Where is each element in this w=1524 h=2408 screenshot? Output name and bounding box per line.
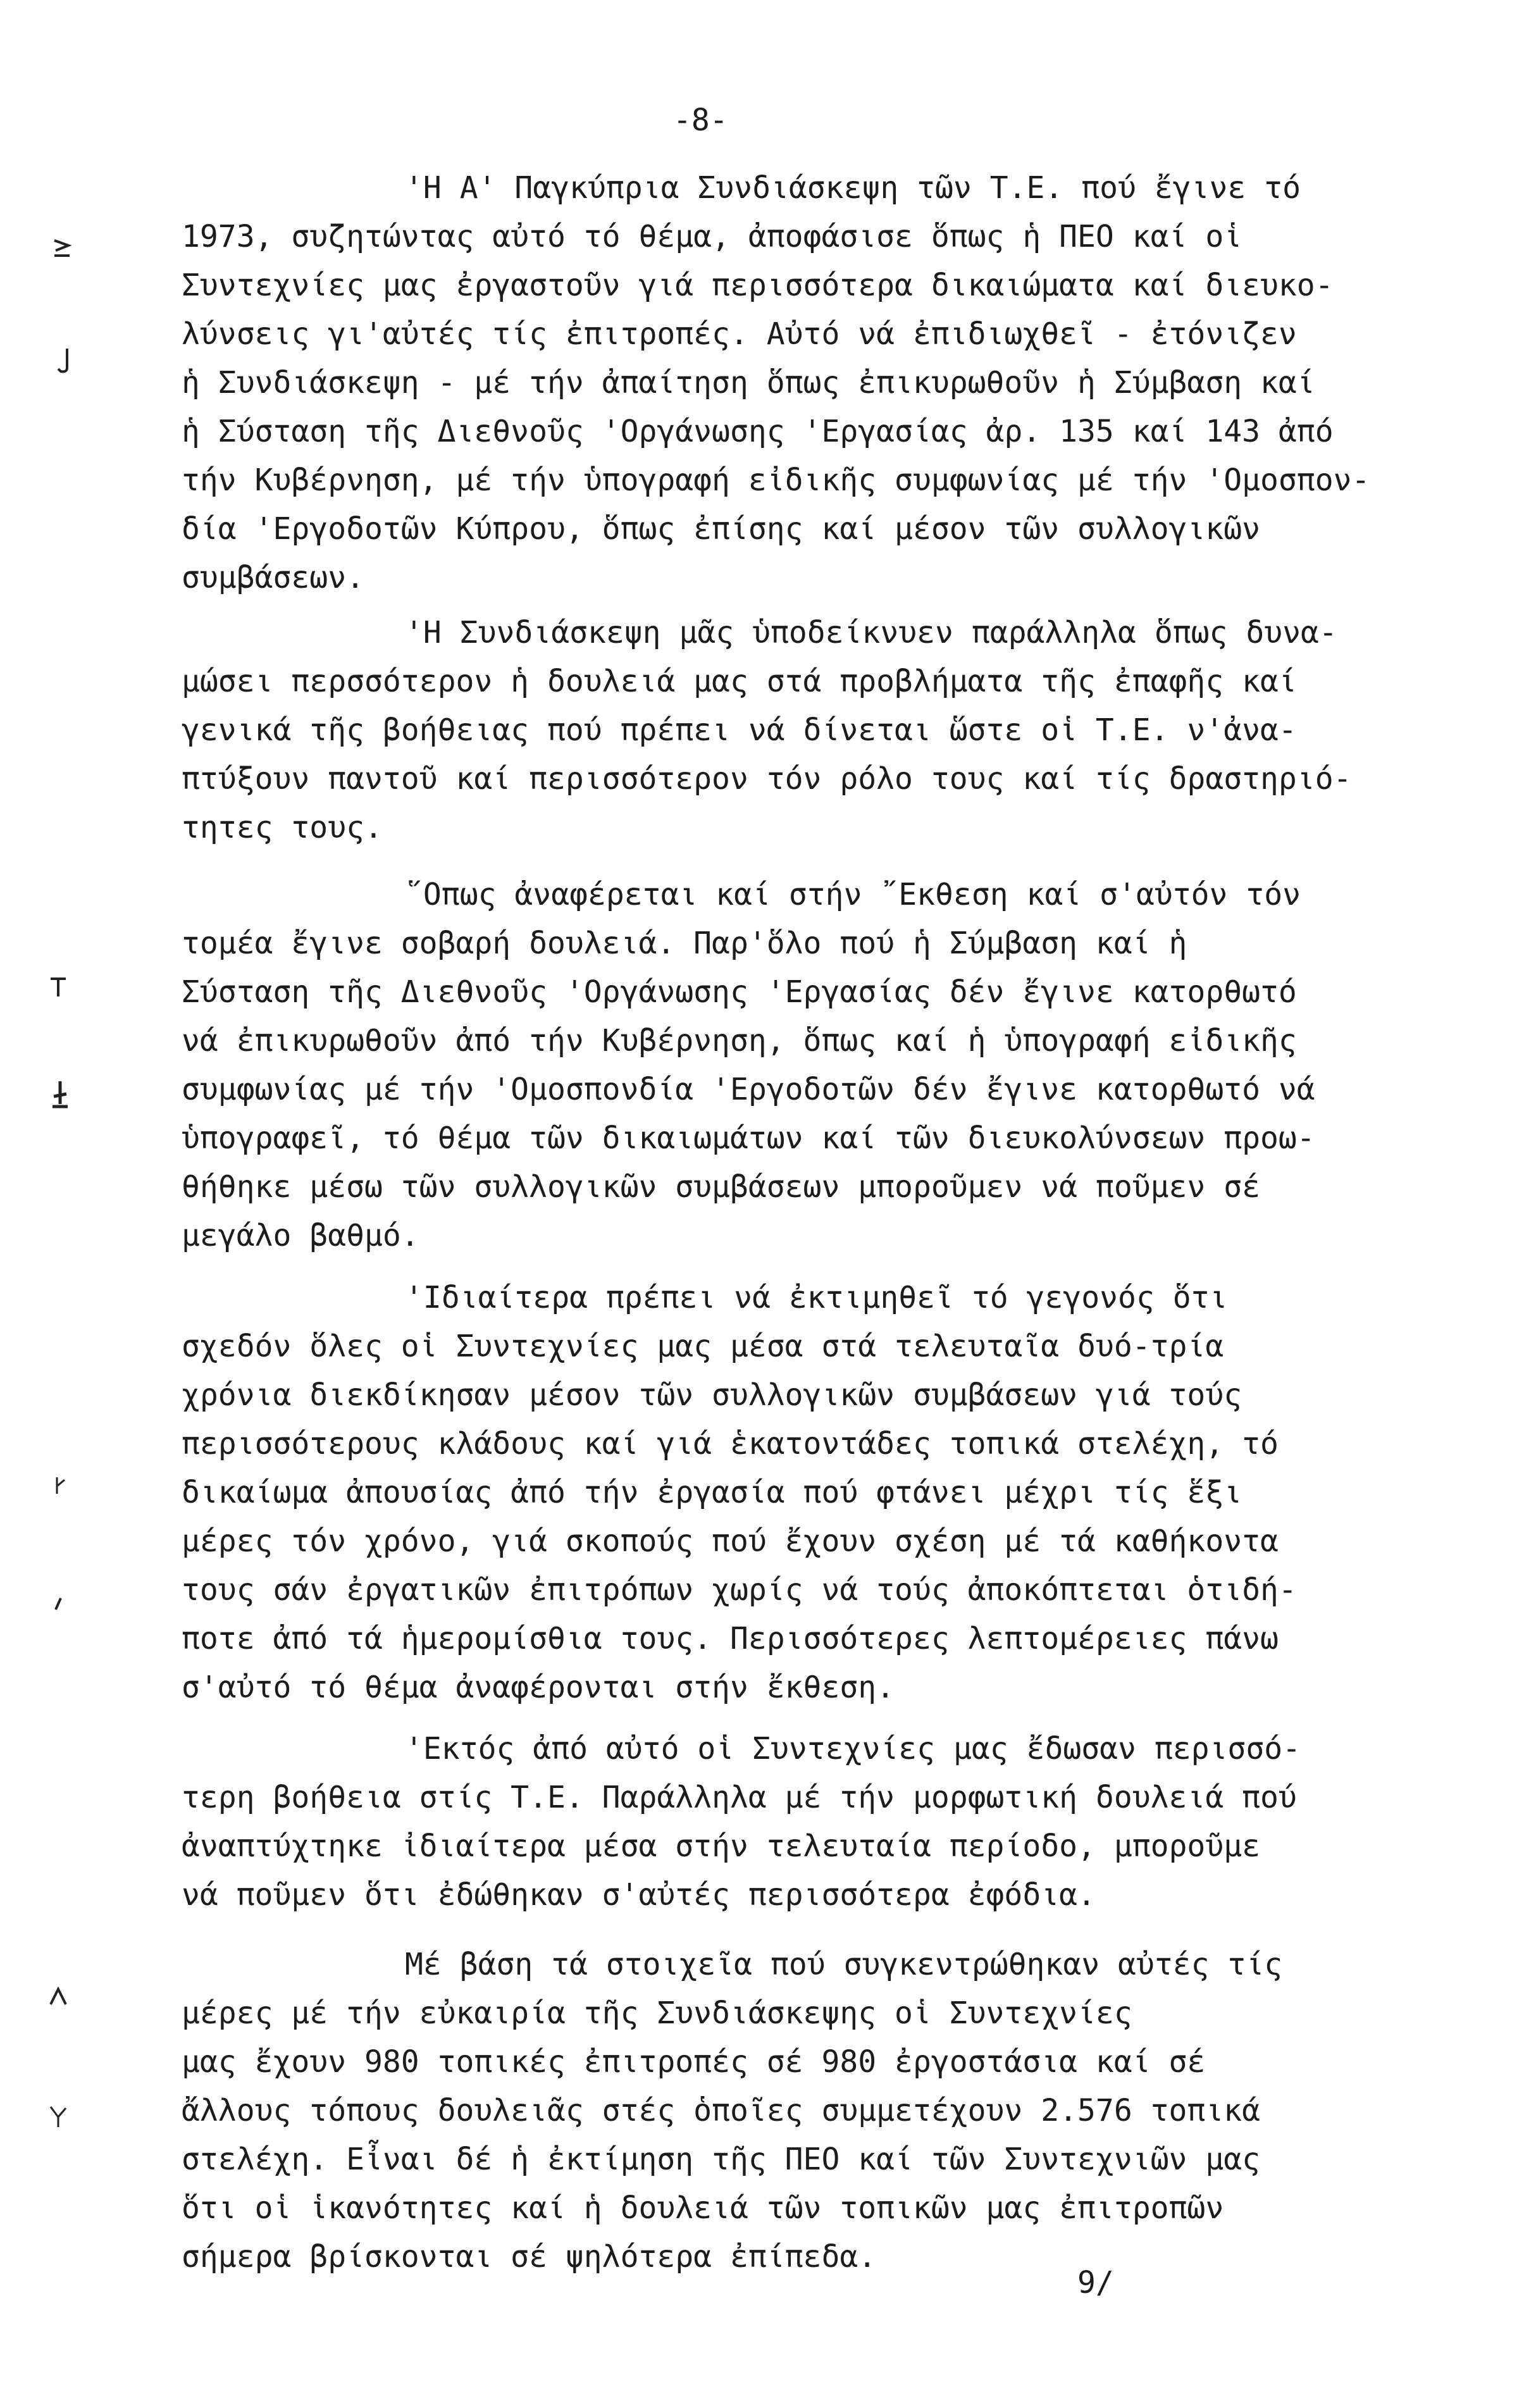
- text-line: 'Εκτός ἀπό αὐτό οἱ Συντεχνίες μας ἔδωσαν περισσό-: [405, 1731, 1301, 1766]
- paragraph-5: [182, 1725, 1447, 1920]
- text-line: νά ἐπικυρωθοῦν ἀπό τήν Κυβέρνηση, ὅπως καί ἡ ὑπογραφή εἰδικῆς: [182, 1023, 1297, 1058]
- text-line: τομέα ἔγινε σοβαρή δουλειά. Παρ'ὅλο πού ἡ Σύμβαση καί ἡ: [182, 926, 1187, 961]
- text-line: τερη βοήθεια στίς Τ.Ε. Παράλληλα μέ τήν μορφωτική δουλειά πού: [182, 1780, 1297, 1815]
- text-line: ὑπογραφεῖ, τό θέμα τῶν δικαιωμάτων καί τῶν διευκολύνσεων προω-: [182, 1120, 1315, 1156]
- margin-mark: [52, 345, 77, 376]
- text-line: συμβάσεων.: [182, 560, 364, 595]
- text-line: ποτε ἀπό τά ἡμερομίσθια τους. Περισσότερες λεπτομέρειες πάνω: [182, 1621, 1279, 1656]
- text-line: 'Η Α' Παγκύπρια Συνδιάσκεψη τῶν Τ.Ε. πού ἔγινε τό: [405, 170, 1301, 206]
- text-line: 1973, συζητώντας αὐτό τό θέμα, ἀποφάσισε ὅπως ἡ ΠΕΟ καί οἱ: [182, 219, 1242, 254]
- text-line: τήν Κυβέρνηση, μέ τήν ὑπογραφή εἰδικῆς συμφωνίας μέ τήν 'Ομοσπον-: [182, 462, 1370, 498]
- text-line: ἡ Συνδιάσκεψη - μέ τήν ἀπαίτηση ὅπως ἐπικυρωθοῦν ἡ Σύμβαση καί: [182, 365, 1315, 400]
- text-line: συμφωνίας μέ τήν 'Ομοσπονδία 'Εργοδοτῶν δέν ἔγινε κατορθωτό νά: [182, 1072, 1315, 1107]
- text-line: μώσει περσσότερον ἡ δουλειά μας στά προβλήματα τῆς ἐπαφῆς καί: [182, 664, 1297, 699]
- text-line: σ'αὐτό τό θέμα ἀναφέρονται στήν ἔκθεση.: [182, 1670, 895, 1705]
- text-line: μέρες τόν χρόνο, γιά σκοπούς πού ἔχουν σχέση μέ τά καθήκοντα: [182, 1524, 1279, 1559]
- page-continuation: 9/: [1077, 2265, 1114, 2300]
- text-line: ῞Οπως ἀναφέρεται καί στήν ῎Εκθεση καί σ'αὐτόν τόν: [405, 877, 1301, 912]
- text-line: Μέ βάση τά στοιχεῖα πού συγκεντρώθηκαν αὐτές τίς: [405, 1947, 1283, 1982]
- text-line: περισσότερους κλάδους καί γιά ἑκατοντάδες τοπικά στελέχη, τό: [182, 1426, 1279, 1462]
- text-line: μέρες μέ τήν εὐκαιρία τῆς Συνδιάσκεψης οἱ Συντεχνίες: [182, 1995, 1132, 2031]
- text-line: ἄλλους τόπους δουλειᾶς στές ὁποῖες συμμετέχουν 2.576 τοπικά: [182, 2093, 1261, 2128]
- text-line: γενικά τῆς βοήθειας πού πρέπει νά δίνεται ὥστε οἱ Τ.Ε. ν'ἀνα-: [182, 712, 1297, 748]
- paragraph-1: [182, 164, 1447, 602]
- margin-mark: [46, 2101, 71, 2132]
- text-line: σχεδόν ὅλες οἱ Συντεχνίες μας μέσα στά τελευταῖα δυό-τρία: [182, 1329, 1224, 1364]
- text-line: δία 'Εργοδοτῶν Κύπρου, ὅπως ἐπίσης καί μέσον τῶν συλλογικῶν: [182, 511, 1261, 547]
- text-line: Σύσταση τῆς Διεθνοῦς 'Οργάνωσης 'Εργασίας δέν ἔγινε κατορθωτό: [182, 974, 1297, 1010]
- margin-mark: [46, 971, 71, 1003]
- paragraph-2: [182, 609, 1447, 852]
- margin-mark: [46, 1982, 71, 2013]
- text-line: τους σάν ἐργατικῶν ἐπιτρόπων χωρίς νά τούς ἀποκόπτεται ὁτιδή-: [182, 1572, 1297, 1608]
- text-line: στελέχη. Εἶναι δέ ἡ ἐκτίμηση τῆς ΠΕΟ καί τῶν Συντεχνιῶν μας: [182, 2142, 1261, 2177]
- margin-mark: [47, 1079, 73, 1110]
- text-line: λύνσεις γι'αὐτές τίς ἐπιτροπές. Αὐτό νά ἐπιδιωχθεῖ - ἐτόνιζεν: [182, 316, 1297, 352]
- margin-mark: [47, 1471, 72, 1503]
- paragraph-4: [182, 1274, 1447, 1712]
- text-line: τητες τους.: [182, 810, 383, 845]
- page-number: -8-: [673, 102, 728, 138]
- text-line: θήθηκε μέσω τῶν συλλογικῶν συμβάσεων μποροῦμεν νά ποῦμεν σέ: [182, 1169, 1261, 1205]
- text-line: πτύξουν παντοῦ καί περισσότερον τόν ρόλο τους καί τίς δραστηριό-: [182, 761, 1352, 797]
- margin-mark: [47, 1587, 72, 1618]
- text-line: ἡ Σύσταση τῆς Διεθνοῦς 'Οργάνωσης 'Εργασίας ἀρ. 135 καί 143 ἀπό: [182, 414, 1334, 449]
- text-line: χρόνια διεκδίκησαν μέσον τῶν συλλογικῶν συμβάσεων γιά τούς: [182, 1377, 1242, 1413]
- text-line: νά ποῦμεν ὅτι ἐδώθηκαν σ'αὐτές περισσότερα ἐφόδια.: [182, 1877, 1096, 1913]
- paragraph-3: [182, 871, 1447, 1260]
- text-line: μεγάλο βαθμό.: [182, 1218, 419, 1253]
- text-line: δικαίωμα ἀπουσίας ἀπό τήν ἐργασία πού φτάνει μέχρι τίς ἕξι: [182, 1475, 1242, 1510]
- text-line: ἀναπτύχτηκε ἰδιαίτερα μέσα στήν τελευταία περίοδο, μποροῦμε: [182, 1828, 1261, 1864]
- text-line: μας ἔχουν 980 τοπικές ἐπιτροπές σέ 980 ἐργοστάσια καί σέ: [182, 2044, 1206, 2080]
- text-line: Συντεχνίες μας ἐργαστοῦν γιά περισσότερα δικαιώματα καί διευκο-: [182, 268, 1334, 303]
- text-line: 'Η Συνδιάσκεψη μᾶς ὑποδείκνυεν παράλληλα ὅπως δυνα-: [405, 615, 1337, 650]
- text-line: σήμερα βρίσκονται σέ ψηλότερα ἐπίπεδα.: [182, 2239, 877, 2275]
- margin-mark: [49, 234, 75, 266]
- text-line: 'Ιδιαίτερα πρέπει νά ἐκτιμηθεῖ τό γεγονός ὅτι: [405, 1280, 1228, 1315]
- paragraph-6: [182, 1940, 1447, 2281]
- text-line: ὅτι οἱ ἱκανότητες καί ἡ δουλειά τῶν τοπικῶν μας ἐπιτροπῶν: [182, 2190, 1224, 2226]
